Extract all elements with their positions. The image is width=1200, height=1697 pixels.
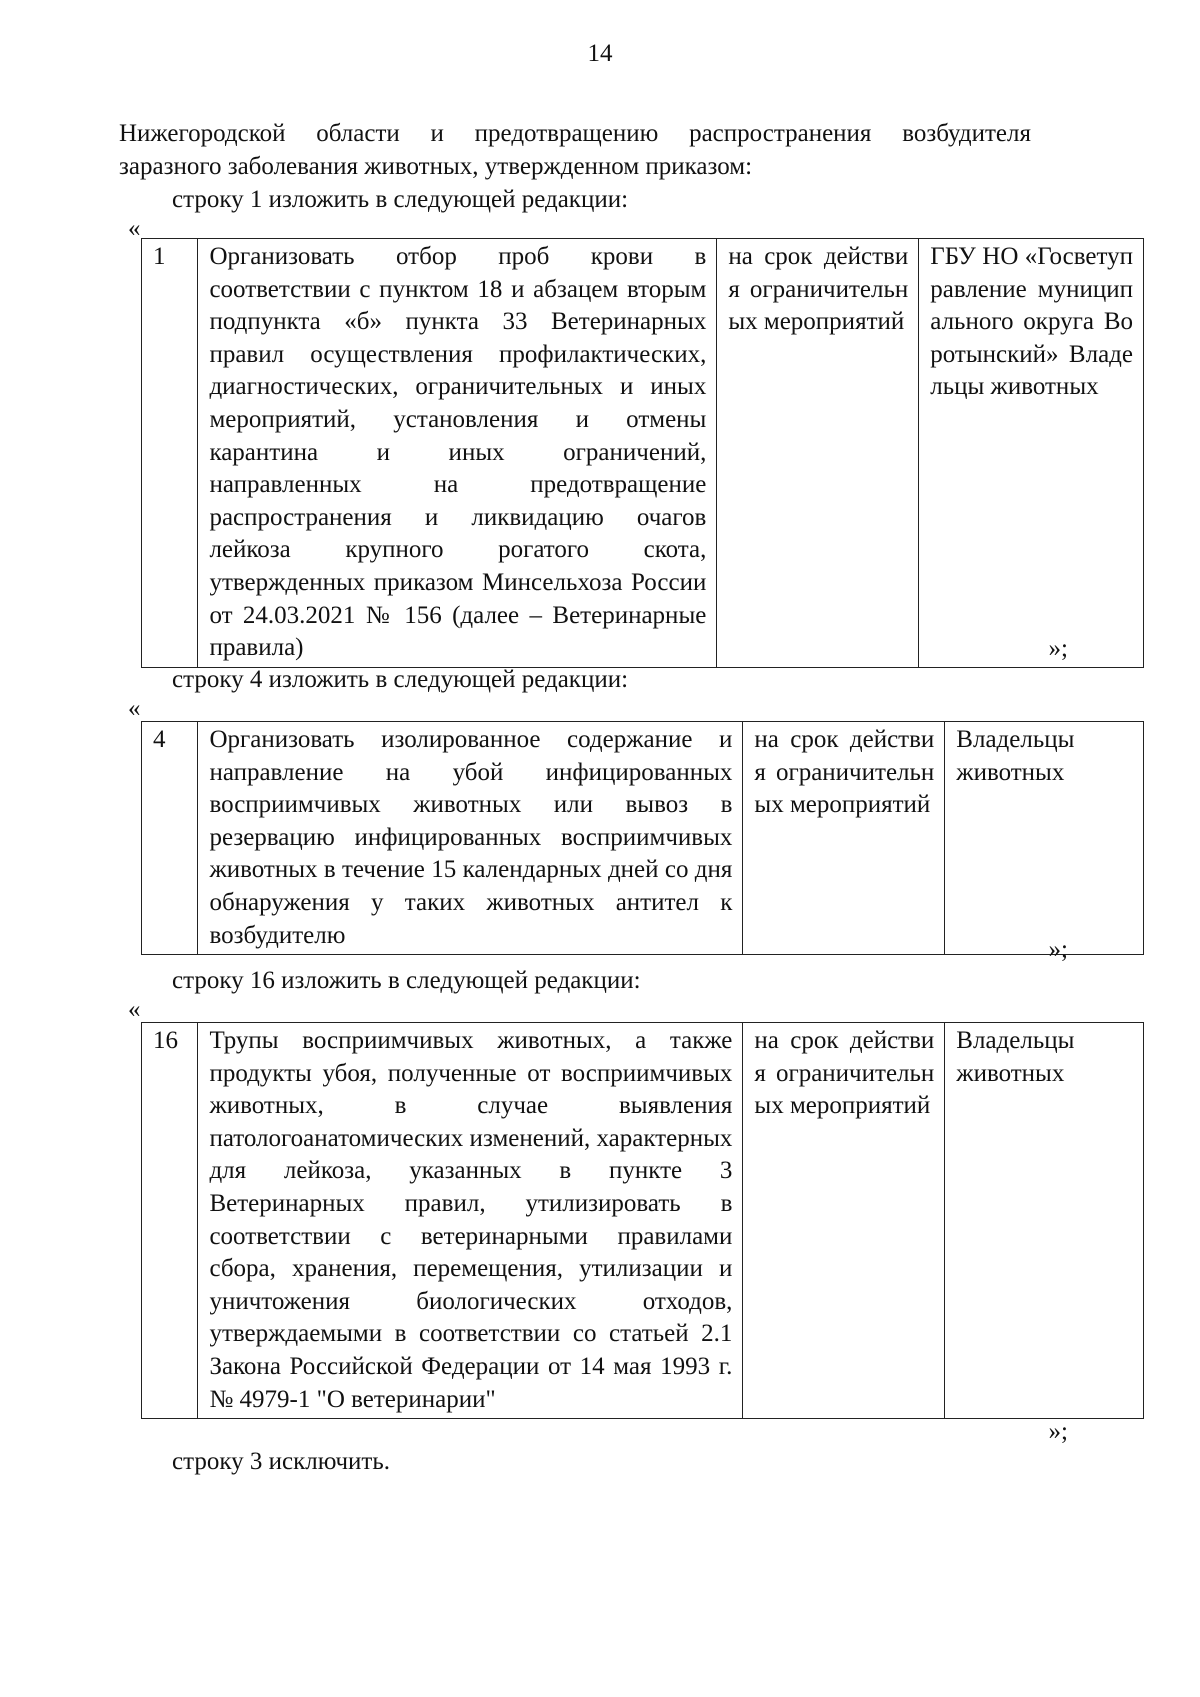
table-row — [142, 239, 1144, 668]
amendment-table-row-4 — [141, 721, 1144, 955]
close-quote: »; — [1048, 1418, 1068, 1445]
amendment-table-row-1 — [141, 238, 1144, 668]
term-cell: на срок действия ограничительных мероприятий — [743, 722, 945, 955]
instruction-row-4: строку 4 изложить в следующей редакции: — [172, 666, 629, 693]
intro-line-2: заразного заболевания животных, утвержденном приказом: — [119, 153, 753, 180]
instruction-row-16: строку 16 изложить в следующей редакции: — [172, 967, 641, 994]
measure-cell: Трупы восприимчивых животных, а также продукты убоя, полученные от восприимчивых животных, в случае выявления патологоанатомических изменений, характерных для лейкоза, указанных в пункте 3 Ветеринарных правил, утилизировать в соответствии с ветеринарными правилами сбора, хранения, перемещения, утилизации и уничтожения биологических отходов, утверждаемыми в соответствии со статьей 2.1 Закона Российской Федерации от 14 мая 1993 г. № 4979-1 "О ветеринарии" — [198, 1023, 743, 1419]
close-quote: »; — [1048, 635, 1068, 662]
measure-cell: Организовать изолированное содержание и направление на убой инфицированных восприимчивых животных или вывоз в резервацию инфицированных восприимчивых животных в течение 15 календарных дней со дня обнаружения у таких животных антител к возбудителю — [198, 722, 743, 955]
intro-line-1: Нижегородской области и предотвращению распространения возбудителя — [119, 120, 1031, 147]
close-quote: »; — [1048, 936, 1068, 963]
page-number: 14 — [587, 40, 613, 67]
term-cell: на срок действия ограничительных мероприятий — [717, 239, 919, 668]
table-row — [142, 1023, 1144, 1419]
row-number: 4 — [142, 722, 198, 955]
open-quote: « — [128, 695, 141, 722]
amendment-table-row-16 — [141, 1022, 1144, 1419]
row-number: 16 — [142, 1023, 198, 1419]
open-quote: « — [128, 215, 141, 242]
responsible-cell: ГБУ НО «Госветуправление муниципального округа Воротынский» Владельцы животных — [919, 239, 1144, 668]
responsible-cell: Владельцы животных — [945, 1023, 1144, 1419]
row-number: 1 — [142, 239, 198, 668]
table-row — [142, 722, 1144, 955]
open-quote: « — [128, 996, 141, 1023]
final-instruction: строку 3 исключить. — [172, 1448, 390, 1475]
term-cell: на срок действия ограничительных мероприятий — [743, 1023, 945, 1419]
instruction-row-1: строку 1 изложить в следующей редакции: — [172, 186, 629, 213]
responsible-cell: Владельцы животных — [945, 722, 1144, 955]
measure-cell: Организовать отбор проб крови в соответствии с пунктом 18 и абзацем вторым подпункта «б» пункта 33 Ветеринарных правил осуществления профилактических, диагностических, ограничительных и иных мероприятий, установления и отмены карантина и иных ограничений, направленных на предотвращение распространения и ликвидацию очагов лейкоза крупного рогатого скота, утвержденных приказом Минсельхоза России от 24.03.2021 № 156 (далее – Ветеринарные правила) — [198, 239, 717, 668]
